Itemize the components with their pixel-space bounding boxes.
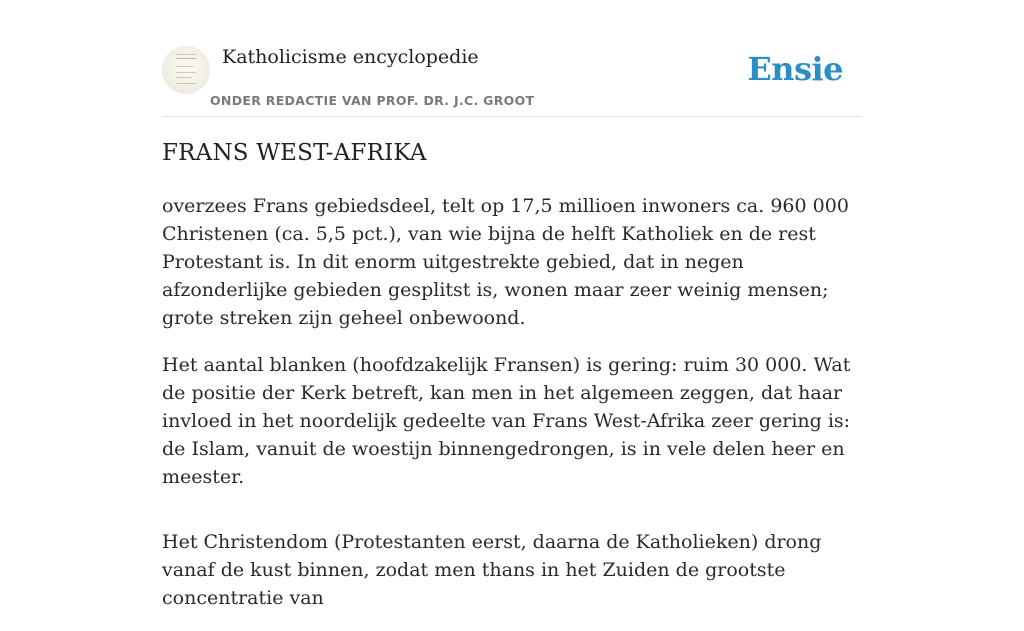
- page-header: [162, 40, 862, 117]
- entry-paragraph: overzees Frans gebiedsdeel, telt op 17,5 millioen inwoners ca. 960 000 Christenen (ca. 5,5 pct.), van wie bijna de helft Katholiek en de rest Protestant is. In dit enorm uitgestrekte gebied, dat in negen afzonderlijke gebieden gesplitst is, wonen maar zeer weinig mensen; grote streken zijn geheel onbewoond.: [162, 195, 849, 329]
- ensie-logo[interactable]: Ensie: [747, 50, 843, 88]
- book-title[interactable]: Katholicisme encyclopedie: [222, 46, 479, 68]
- entry-paragraph: Het Christendom (Protestanten eerst, daarna de Katholieken) drong vanaf de kust binnen, zodat men thans in het Zuiden de grootste concentratie van: [162, 531, 822, 609]
- entry-title: FRANS WEST-AFRIKA: [162, 140, 427, 166]
- entry-paragraph: Het aantal blanken (hoofdzakelijk Fransen) is gering: ruim 30 000. Wat de positie der Kerk betreft, kan men in het algemeen zeggen, dat haar invloed in het noordelijk gedeelte van Frans West-Afrika zeer gering is: de Islam, vanuit de woestijn binnengedrongen, is in vele delen heer en meester.: [162, 354, 851, 488]
- entry-body: [162, 192, 867, 631]
- book-cover-thumbnail[interactable]: [162, 46, 210, 94]
- editor-credit: ONDER REDACTIE VAN PROF. DR. J.C. GROOT: [210, 93, 535, 108]
